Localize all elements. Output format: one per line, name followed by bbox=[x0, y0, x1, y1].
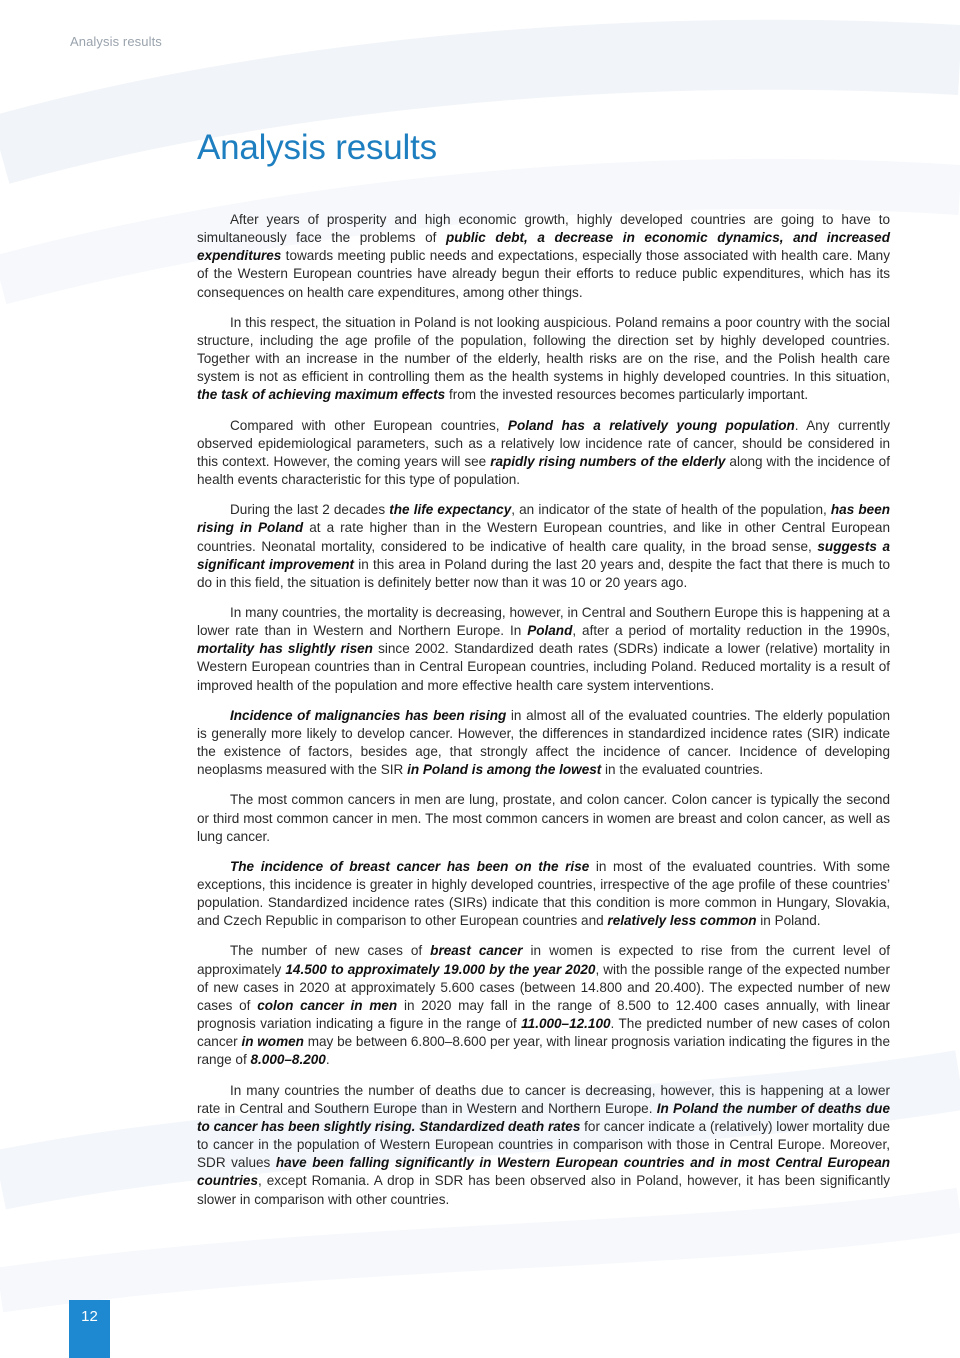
emphasis-text: in Poland is among the lowest bbox=[407, 762, 602, 778]
emphasis-text: Incidence of malignancies has been rising bbox=[230, 707, 507, 723]
paragraph bbox=[197, 501, 890, 592]
text-run: In many countries the number of deaths due to cancer is decreasing, however, this is happening at a lower rate in Central and Southern Europe than in Western and Northern Europe. bbox=[197, 1082, 890, 1116]
text-run: in 2020 may fall in the range of 8.500 to 12.400 cases annually, with linear prognosis variation indicating a figure in the range of bbox=[197, 997, 890, 1032]
text-run: from the invested resources becomes particularly important. bbox=[445, 387, 809, 403]
emphasis-text: have been falling significantly in Western European countries and in most Central European countries bbox=[197, 1155, 890, 1189]
paragraph bbox=[197, 791, 890, 845]
text-run: The most common cancers in men are lung, prostate, and colon cancer. Colon cancer is typically the second or third most common cancer in men. The most common cancers in women are breast and colon cancer, as well as lung cancer. bbox=[197, 792, 890, 844]
body-text bbox=[197, 211, 890, 1221]
text-run: In this respect, the situation in Poland is not looking auspicious. Poland remains a poor country with the social structure, including the age profile of the population, following the direction set by highly developed countries. Together with an increase in the number of the elderly, health risks are on the rise, and the Polish health care system is not as efficient in controlling them as the health systems in highly developed countries. In this situation, bbox=[197, 314, 890, 385]
paragraph bbox=[197, 707, 890, 780]
emphasis-text: relatively less common bbox=[607, 913, 757, 929]
paragraph bbox=[197, 1082, 890, 1209]
text-run: In many countries, the mortality is decreasing, however, in Central and Southern Europe this is happening at a lower rate than in Western and Northern Europe. In bbox=[197, 604, 890, 639]
text-run: The number of new cases of bbox=[230, 943, 431, 959]
emphasis-text: rapidly rising numbers of the elderly bbox=[490, 453, 726, 469]
paragraph bbox=[197, 604, 890, 695]
text-run: . Any currently observed epidemiological parameters, such as a relatively low incidence rate of cancer, should be considered in this context. However, the coming years will see bbox=[197, 417, 890, 469]
paragraph bbox=[197, 942, 890, 1069]
text-run: in women is expected to rise from the current level of approximately bbox=[197, 943, 890, 977]
text-run: During the last 2 decades bbox=[230, 502, 390, 518]
running-header: Analysis results bbox=[70, 34, 162, 49]
emphasis-text: the task of achieving maximum effects bbox=[197, 387, 446, 403]
text-run: , except Romania. A drop in SDR has been observed also in Poland, however, it has been significantly slower in comparison with other countries. bbox=[197, 1173, 890, 1207]
emphasis-text: The incidence of breast cancer has been on the rise bbox=[230, 858, 590, 874]
page-title: Analysis results bbox=[197, 128, 437, 167]
text-run: in most of the evaluated countries. With some exceptions, this incidence is greater in highly developed countries, irrespective of the age profile of these countries’ population. Standardized incidence rates (SIRs) indicate that this condition is more common in Hungary, Slovakia, and Czech Republic in comparison to other European countries and bbox=[197, 858, 890, 929]
text-run: in almost all of the evaluated countries. The elderly population is generally more likely to develop cancer. However, the differences in standardized incidence rates (SIR) indicate the existence of factors, besides age, that strongly affect the incidence of cancer. Incidence of developing neoplasms measured with the SIR bbox=[197, 707, 890, 778]
emphasis-text: Poland has a relatively young population bbox=[507, 417, 795, 433]
emphasis-text: suggests a significant improvement bbox=[197, 538, 890, 572]
page-number: 12 bbox=[69, 1300, 110, 1358]
text-run: After years of prosperity and high economic growth, highly developed countries are going to have to simultaneously face the problems of bbox=[197, 212, 890, 246]
emphasis-text: mortality has slightly risen bbox=[197, 641, 373, 657]
text-run: at a rate higher than in the Western European countries, and like in other Central European countries. Neonatal mortality, considered to be indicative of health care quality, in the broad sense, bbox=[197, 520, 891, 554]
emphasis-text: colon cancer in men bbox=[257, 997, 398, 1013]
emphasis-text: 8.000–8.200 bbox=[250, 1052, 326, 1068]
text-run: may be between 6.800–8.600 per year, with linear prognosis variation indicating the figures in the range of bbox=[197, 1034, 890, 1068]
text-run: in the evaluated countries. bbox=[601, 762, 764, 778]
text-run: Compared with other European countries, bbox=[230, 417, 508, 433]
emphasis-text: Poland bbox=[527, 623, 573, 639]
emphasis-text: breast cancer bbox=[430, 943, 523, 959]
text-run: , with the possible range of the expected number of new cases in 2020 at approximately 5.600 cases (between 14.800 and 20.400). The expected number of new cases of bbox=[197, 961, 890, 1013]
text-run: , an indicator of the state of health of the population, bbox=[511, 502, 831, 518]
paragraph bbox=[197, 858, 890, 931]
emphasis-text: 14.500 to approximately 19.000 by the year 2020 bbox=[285, 961, 596, 977]
text-run: in this area in Poland during the last 20 years and, despite the fact that there is much to do in this field, the situation is definitely better now than it was 10 or 20 years ago. bbox=[197, 556, 891, 590]
emphasis-text: 11.000–12.100 bbox=[521, 1016, 611, 1032]
text-run: since 2002. Standardized death rates (SDRs) indicate a lower (relative) mortality in Western European countries than in Central European countries, including Poland. Reduced mortality is a result of improved health of the population and more effective health care system interventions. bbox=[197, 641, 890, 693]
text-run: for cancer indicate a (relatively) lower mortality due to cancer in the population of Western European countries in comparison with those in Central Europe. Moreover, SDR values bbox=[197, 1118, 890, 1171]
text-run: , after a period of mortality reduction in the 1990s, bbox=[572, 623, 890, 639]
text-run: . The predicted number of new cases of colon cancer bbox=[197, 1016, 891, 1050]
text-run: towards meeting public needs and expectations, especially those associated with health care. Many of the Western European countries have already begun their efforts to reduce public expenditures, which has its consequences on health care expenditures, among other things. bbox=[197, 248, 890, 300]
emphasis-text: public debt, a decrease in economic dynamics, and increased expenditures bbox=[197, 230, 890, 264]
text-run: in Poland. bbox=[756, 913, 821, 929]
text-run: . bbox=[325, 1052, 330, 1068]
paragraph bbox=[197, 314, 890, 405]
emphasis-text: the life expectancy bbox=[389, 502, 512, 518]
paragraph bbox=[197, 211, 890, 302]
text-run: along with the incidence of health events characteristic for this type of population. bbox=[197, 453, 890, 488]
emphasis-text: has been rising in Poland bbox=[197, 502, 891, 536]
emphasis-text: in women bbox=[241, 1034, 304, 1050]
paragraph bbox=[197, 417, 890, 490]
emphasis-text: In Poland the number of deaths due to cancer has been slightly rising. Standardized death rates bbox=[197, 1100, 890, 1134]
